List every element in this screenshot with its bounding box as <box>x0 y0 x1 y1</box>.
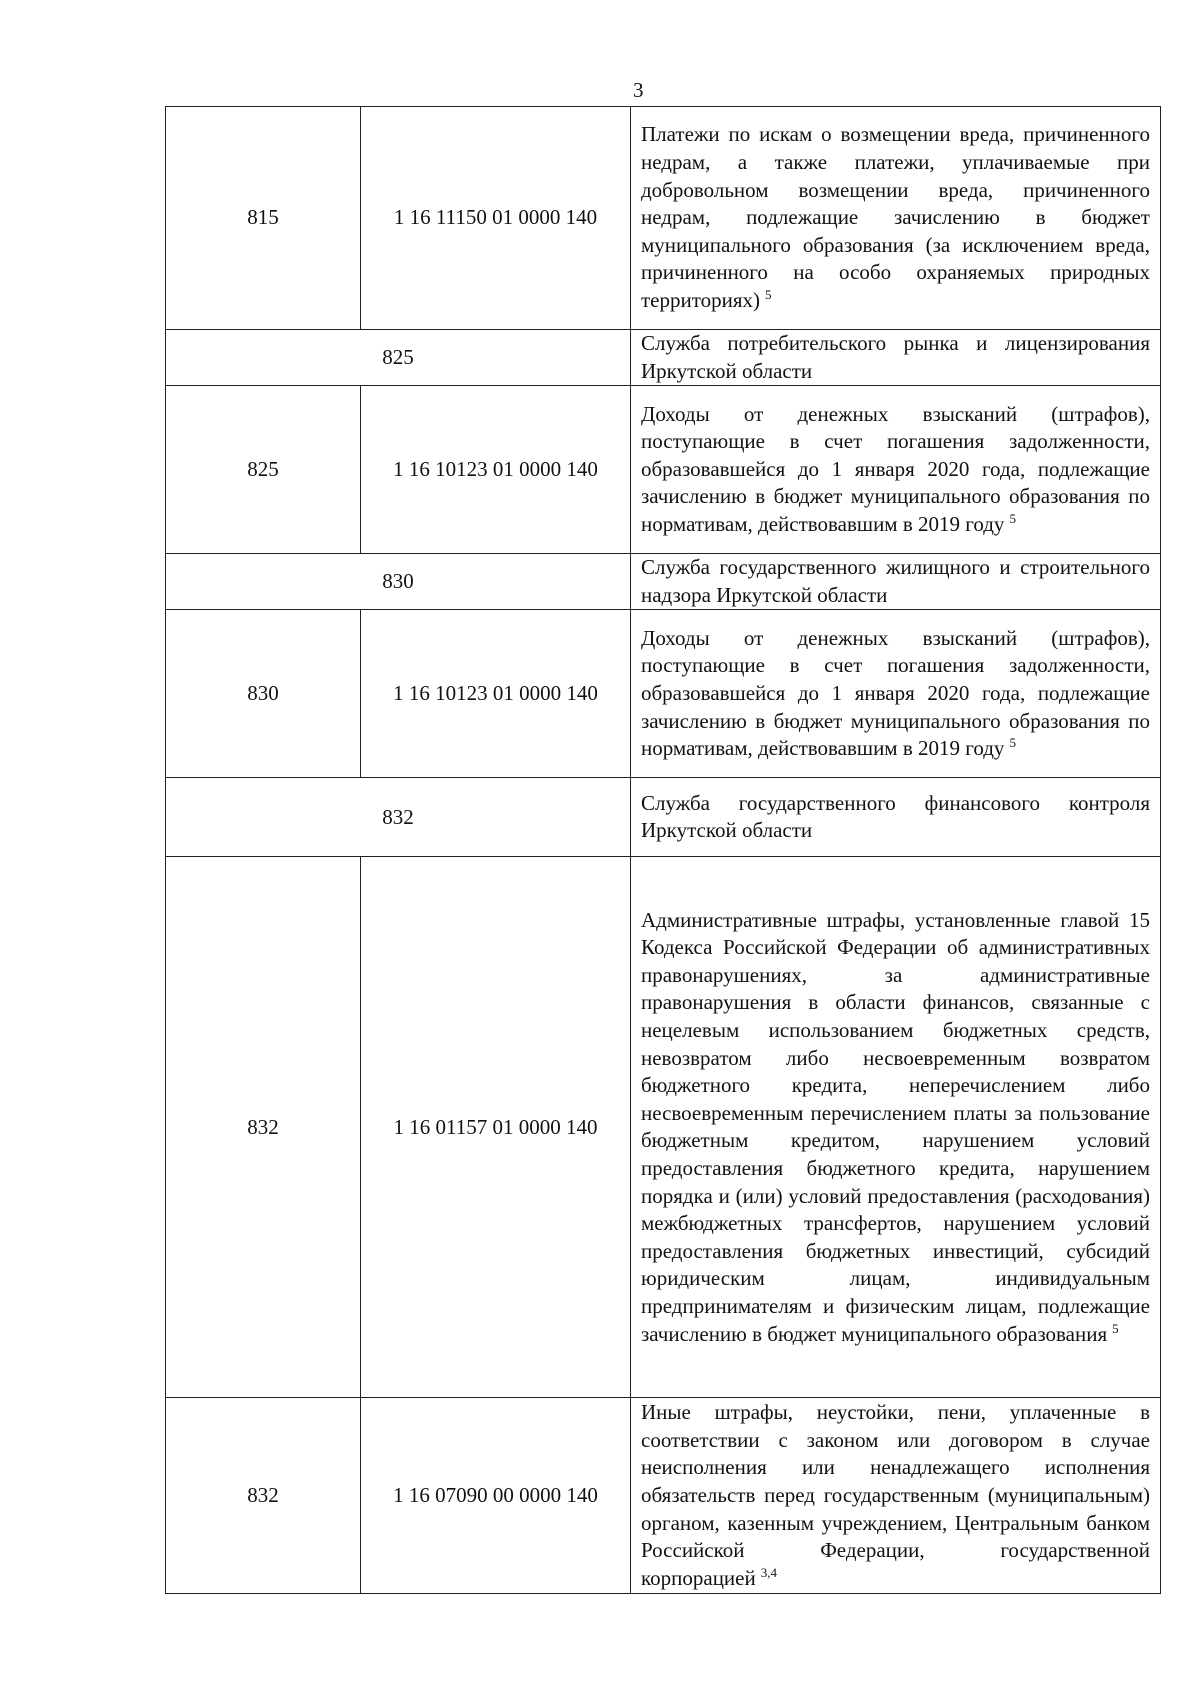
administrator-name-cell: Служба государственного жилищного и строительного надзора Иркутской области <box>631 554 1161 610</box>
footnote-marker: 3,4 <box>760 1564 777 1580</box>
footnote-marker: 5 <box>1009 735 1016 751</box>
description-text: Платежи по искам о возмещении вреда, причиненного недрам, а также платежи, уплачиваемые при добровольном возмещении вреда, причиненного недрам, подлежащие зачислению в бюджет муниципального образования (за исключением вреда, причиненного на особо охраняемых природных территориях) <box>641 122 1150 312</box>
admin-code-cell: 832 <box>166 857 361 1398</box>
administrator-name-cell: Служба государственного финансового контроля Иркутской области <box>631 778 1161 857</box>
table-row-section-header <box>166 554 1161 610</box>
description-cell <box>631 1398 1161 1594</box>
kbk-code-cell: 1 16 01157 01 0000 140 <box>361 857 631 1398</box>
description-cell <box>631 386 1161 554</box>
table-row <box>166 1398 1161 1594</box>
description-cell <box>631 107 1161 330</box>
footnote-marker: 5 <box>1009 511 1016 527</box>
description-cell <box>631 857 1161 1398</box>
page-number: 3 <box>633 78 644 102</box>
admin-code-cell: 832 <box>166 1398 361 1594</box>
table-row-section-header <box>166 330 1161 386</box>
description-text: Иные штрафы, неустойки, пени, уплаченные в соответствии с законом или договором в случае неисполнения или ненадлежащего исполнения обязательств перед государственным (муниципальным) органом, казенным учреждением, Центральным банком Российской Федерации, государственной корпорацией <box>641 1400 1150 1590</box>
description-text: Доходы от денежных взысканий (штрафов), поступающие в счет погашения задолженности, образовавшейся до 1 января 2020 года, подлежащие зачислению в бюджет муниципального образования по нормативам, действовавшим в 2019 году <box>641 625 1150 761</box>
kbk-code-cell: 1 16 10123 01 0000 140 <box>361 386 631 554</box>
admin-code-cell: 830 <box>166 554 631 610</box>
admin-code-cell: 825 <box>166 330 631 386</box>
description-text: Административные штрафы, установленные главой 15 Кодекса Российской Федерации об административных правонарушениях, за административные правонарушения в области финансов, связанные с нецелевым использованием бюджетных средств, невозвратом либо несвоевременным возвратом бюджетного кредита, неперечислением либо несвоевременным перечислением платы за пользование бюджетным кредитом, нарушением условий предоставления бюджетного кредита, нарушением порядка и (или) условий предоставления (расходования) межбюджетных трансфертов, нарушением условий предоставления бюджетных инвестиций, субсидий юридическим лицам, индивидуальным предпринимателям и физическим лицам, подлежащие зачислению в бюджет муниципального образования <box>641 907 1150 1346</box>
administrator-name-cell: Служба потребительского рынка и лицензирования Иркутской области <box>631 330 1161 386</box>
table-row-section-header <box>166 778 1161 857</box>
kbk-code-cell: 1 16 07090 00 0000 140 <box>361 1398 631 1594</box>
footnote-marker: 5 <box>1112 1320 1119 1336</box>
table-row <box>166 107 1161 330</box>
admin-code-cell: 815 <box>166 107 361 330</box>
admin-code-cell: 832 <box>166 778 631 857</box>
table-row <box>166 610 1161 778</box>
table-row <box>166 386 1161 554</box>
table-row <box>166 857 1161 1398</box>
footnote-marker: 5 <box>765 286 772 302</box>
budget-classification-table <box>165 106 1161 1594</box>
admin-code-cell: 825 <box>166 386 361 554</box>
description-text: Доходы от денежных взысканий (штрафов), поступающие в счет погашения задолженности, образовавшейся до 1 января 2020 года, подлежащие зачислению в бюджет муниципального образования по нормативам, действовавшим в 2019 году <box>641 401 1150 537</box>
kbk-code-cell: 1 16 10123 01 0000 140 <box>361 610 631 778</box>
kbk-code-cell: 1 16 11150 01 0000 140 <box>361 107 631 330</box>
description-cell <box>631 610 1161 778</box>
admin-code-cell: 830 <box>166 610 361 778</box>
